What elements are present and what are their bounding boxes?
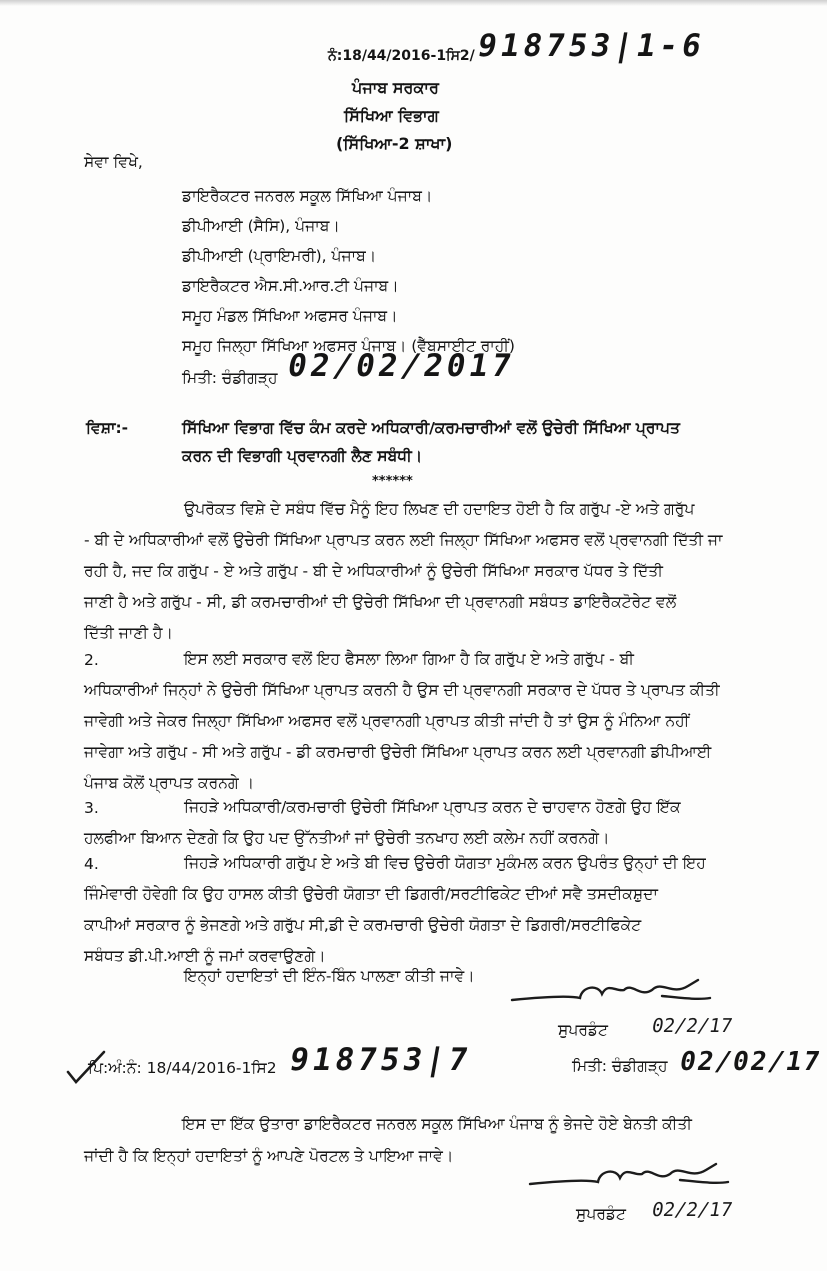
endorsement-line-2: ਜਾਂਦੀ ਹੈ ਕਿ ਇਨ੍ਹਾਂ ਹਦਾਇਤਾਂ ਨੂੰ ਆਪਣੇ ਪੋਰਟਲ ਤੇ ਪਾਇਆ ਜਾਵੇ।	[84, 1147, 454, 1165]
paragraph-2-line: ਇਸ ਲਈ ਸਰਕਾਰ ਵਲੋਂ ਇਹ ਫੈਸਲਾ ਲਿਆ ਗਿਆ ਹੈ ਕਿ ਗਰੁੱਪ ਏ ਅਤੇ ਗਰੁੱਪ - ਬੀ	[184, 650, 634, 668]
paragraph-3-number: 3.	[84, 799, 99, 817]
paragraph-2-line: ਜਾਵੇਗਾ ਅਤੇ ਗਰੁੱਪ - ਸੀ ਅਤੇ ਗਰੁੱਪ - ਡੀ ਕਰਮਚਾਰੀ ਉਚੇਰੀ ਸਿੱਖਿਆ ਪ੍ਰਾਪਤ ਕਰਨ ਲਈ ਪ੍ਰਵਾਨਗੀ ਡੀਪੀਆਈ	[84, 743, 712, 761]
endorsement-date-handwritten: 02/02/17	[677, 1047, 824, 1077]
paragraph-4-line: ਸਬੰਧਤ ਡੀ.ਪੀ.ਆਈ ਨੂੰ ਜਮਾਂ ਕਰਵਾਉਣਗੇ।	[84, 947, 326, 965]
date-label: ਮਿਤੀ: ਚੰਡੀਗੜ੍ਹ	[182, 369, 278, 387]
paragraph-1-line: ਉਪਰੋਕਤ ਵਿਸ਼ੇ ਦੇ ਸਬੰਧ ਵਿੱਚ ਮੈਨੂੰ ਇਹ ਲਿਖਣ ਦੀ ਹਦਾਇਤ ਹੋਈ ਹੈ ਕਿ ਗਰੁੱਪ -ਏ ਅਤੇ ਗਰੁੱਪ	[184, 500, 695, 518]
recipient-5: ਸਮੂਹ ਮੰਡਲ ਸਿੱਖਿਆ ਅਫਸਰ ਪੰਜਾਬ।	[182, 307, 398, 325]
paragraph-3	[84, 792, 734, 854]
subject-line-2: ਕਰਨ ਦੀ ਵਿਭਾਗੀ ਪ੍ਰਵਾਨਗੀ ਲੈਣ ਸਬੰਧੀ।	[182, 447, 423, 465]
scan-edge	[0, 0, 827, 6]
paragraph-2-line: ਜਾਵੇਗੀ ਅਤੇ ਜੇਕਰ ਜਿਲ੍ਹਾ ਸਿੱਖਿਆ ਅਫਸਰ ਵਲੋਂ ਪ੍ਰਵਾਨਗੀ ਪ੍ਰਾਪਤ ਕੀਤੀ ਜਾਂਦੀ ਹੈ ਤਾਂ ਉਸ ਨੂੰ ਮੰਨਿਆ ਨਹੀਂ	[84, 712, 690, 730]
recipient-3: ਡੀਪੀਆਈ (ਪ੍ਰਾਇਮਰੀ), ਪੰਜਾਬ।	[182, 247, 377, 265]
recipient-4: ਡਾਇਰੈਕਟਰ ਐਸ.ਸੀ.ਆਰ.ਟੀ ਪੰਜਾਬ।	[182, 277, 399, 295]
date-handwritten: 02/02/2017	[284, 348, 518, 384]
signature-1	[512, 972, 712, 1012]
paragraph-1-line: - ਬੀ ਦੇ ਅਧਿਕਾਰੀਆਂ ਵਲੋਂ ਉਚੇਰੀ ਸਿੱਖਿਆ ਪ੍ਰਾਪਤ ਕਰਨ ਲਈ ਜਿਲ੍ਹਾ ਸਿੱਖਿਆ ਅਫਸਰ ਵਲੋਂ ਪ੍ਰਵਾਨਗੀ ਦਿੱਤੀ ਜਾ	[84, 531, 723, 549]
paragraph-1-line: ਦਿੱਤੀ ਜਾਣੀ ਹੈ।	[84, 624, 173, 642]
endorsement-reference-handwritten: 918753|7	[286, 1042, 475, 1078]
closing-line: ਇਨ੍ਹਾਂ ਹਦਾਇਤਾਂ ਦੀ ਇੰਨ-ਬਿੰਨ ਪਾਲਣਾ ਕੀਤੀ ਜਾਵੇ।	[184, 967, 475, 985]
paragraph-1-line: ਜਾਣੀ ਹੈ ਅਤੇ ਗਰੁੱਪ - ਸੀ, ਡੀ ਕਰਮਚਾਰੀਆਂ ਦੀ ਉਚੇਰੀ ਸਿੱਖਿਆ ਦੀ ਪ੍ਰਵਾਨਗੀ ਸਬੰਧਤ ਡਾਇਰੈਕਟੋਰੇਟ ਵਲੋਂ	[84, 593, 677, 611]
paragraph-3-line: ਹਲਫੀਆ ਬਿਆਨ ਦੇਣਗੇ ਕਿ ਉਹ ਪਦ ਉੱਨਤੀਆਂ ਜਾਂ ਉਚੇਰੀ ਤਨਖਾਹ ਲਈ ਕਲੇਮ ਨਹੀਂ ਕਰਨਗੇ।	[84, 829, 610, 847]
paragraph-4-line: ਜਿੰਮੇਵਾਰੀ ਹੋਵੇਗੀ ਕਿ ਉਹ ਹਾਸਲ ਕੀਤੀ ਉਚੇਰੀ ਯੋਗਤਾ ਦੀ ਡਿਗਰੀ/ਸਰਟੀਫਿਕੇਟ ਦੀਆਂ ਸਵੈ ਤਸਦੀਕਸ਼ੁਦਾ	[84, 885, 658, 903]
paragraph-2-line: ਅਧਿਕਾਰੀਆਂ ਜਿਨ੍ਹਾਂ ਨੇ ਉਚੇਰੀ ਸਿੱਖਿਆ ਪ੍ਰਾਪਤ ਕਰਨੀ ਹੈ ਉਸ ਦੀ ਪ੍ਰਵਾਨਗੀ ਸਰਕਾਰ ਦੇ ਪੱਧਰ ਤੇ ਪ੍ਰਾਪਤ ਕੀਤੀ	[84, 681, 720, 699]
reference-handwritten: 918753|1-6	[474, 28, 708, 64]
endorsement-date-label: ਮਿਤੀ: ਚੰਡੀਗੜ੍ਹ	[572, 1057, 668, 1075]
paragraph-1	[84, 494, 734, 649]
paragraph-4	[84, 848, 734, 972]
salutation: ਸੇਵਾ ਵਿਖੇ,	[84, 153, 143, 171]
subject-label: ਵਿਸ਼ਾ:-	[86, 419, 129, 437]
paragraph-2	[84, 644, 734, 799]
paragraph-1-line: ਰਹੀ ਹੈ, ਜਦ ਕਿ ਗਰੁੱਪ - ਏ ਅਤੇ ਗਰੁੱਪ - ਬੀ ਦੇ ਅਧਿਕਾਰੀਆਂ ਨੂੰ ਉਚੇਰੀ ਸਿੱਖਿਆ ਸਰਕਾਰ ਪੱਧਰ ਤੇ ਦਿੱਤੀ	[84, 562, 663, 580]
subject-line-1: ਸਿੱਖਿਆ ਵਿਭਾਗ ਵਿੱਚ ਕੰਮ ਕਰਦੇ ਅਧਿਕਾਰੀ/ਕਰਮਚਾਰੀਆਂ ਵਲੋਂ ਉਚੇਰੀ ਸਿੱਖਿਆ ਪ੍ਰਾਪਤ	[182, 419, 680, 437]
paragraph-4-line: ਜਿਹੜੇ ਅਧਿਕਾਰੀ ਗਰੁੱਪ ਏ ਅਤੇ ਬੀ ਵਿਚ ਉਚੇਰੀ ਯੋਗਤਾ ਮੁਕੰਮਲ ਕਰਨ ਉਪਰੰਤ ਉਨ੍ਹਾਂ ਦੀ ਇਹ	[184, 854, 706, 872]
recipient-1: ਡਾਇਰੈਕਟਰ ਜਨਰਲ ਸਕੂਲ ਸਿੱਖਿਆ ਪੰਜਾਬ।	[182, 187, 433, 205]
signature-2	[530, 1156, 730, 1196]
signature-2-date: 02/2/17	[650, 1199, 735, 1221]
paragraph-2-line: ਪੰਜਾਬ ਕੋਲੋਂ ਪ੍ਰਾਪਤ ਕਰਨਗੇ ।	[84, 774, 255, 792]
department-title: ਸਿੱਖਿਆ ਵਿਭਾਗ	[344, 106, 439, 125]
subject-separator: ******	[372, 474, 413, 489]
signature-1-date: 02/2/17	[650, 1015, 735, 1037]
branch-title: (ਸਿੱਖਿਆ-2 ਸ਼ਾਖਾ)	[336, 134, 453, 153]
reference-number: ਨੰ:18/44/2016-1ਸਿ2/	[328, 48, 475, 64]
paragraph-4-line: ਕਾਪੀਆਂ ਸਰਕਾਰ ਨੂੰ ਭੇਜਣਗੇ ਅਤੇ ਗਰੁੱਪ ਸੀ,ਡੀ ਦੇ ਕਰਮਚਾਰੀ ਉਚੇਰੀ ਯੋਗਤਾ ਦੇ ਡਿਗਰੀ/ਸਰਟੀਫਿਕੇਟ	[84, 916, 642, 934]
govt-title: ਪੰਜਾਬ ਸਰਕਾਰ	[352, 78, 439, 97]
paragraph-4-number: 4.	[84, 855, 99, 873]
paragraph-3-line: ਜਿਹੜੇ ਅਧਿਕਾਰੀ/ਕਰਮਚਾਰੀ ਉਚੇਰੀ ਸਿੱਖਿਆ ਪ੍ਰਾਪਤ ਕਰਨ ਦੇ ਚਾਹਵਾਨ ਹੋਣਗੇ ਉਹ ਇੱਕ	[184, 798, 681, 816]
signature-2-title: ਸੁਪਰਡੰਟ	[576, 1205, 626, 1223]
recipient-6: ਸਮੂਹ ਜਿਲ੍ਹਾ ਸਿੱਖਿਆ ਅਫਸਰ ਪੰਜਾਬ। (ਵੈੱਬਸਾਈਟ ਰਾਹੀਂ)	[182, 337, 515, 355]
signature-1-title: ਸੁਪਰਡੰਟ	[558, 1021, 608, 1039]
paragraph-2-number: 2.	[84, 651, 99, 669]
endorsement-line-1: ਇਸ ਦਾ ਇੱਕ ਉਤਾਰਾ ਡਾਇਰੈਕਟਰ ਜਨਰਲ ਸਕੂਲ ਸਿੱਖਿਆ ਪੰਜਾਬ ਨੂੰ ਭੇਜਦੇ ਹੋਏ ਬੇਨਤੀ ਕੀਤੀ	[182, 1115, 692, 1133]
recipient-2: ਡੀਪੀਆਈ (ਸੈਸਿ), ਪੰਜਾਬ।	[182, 217, 340, 235]
endorsement-reference: ਪਿ:ਅੰ:ਨੰ: 18/44/2016-1ਸਿ2	[88, 1059, 277, 1077]
